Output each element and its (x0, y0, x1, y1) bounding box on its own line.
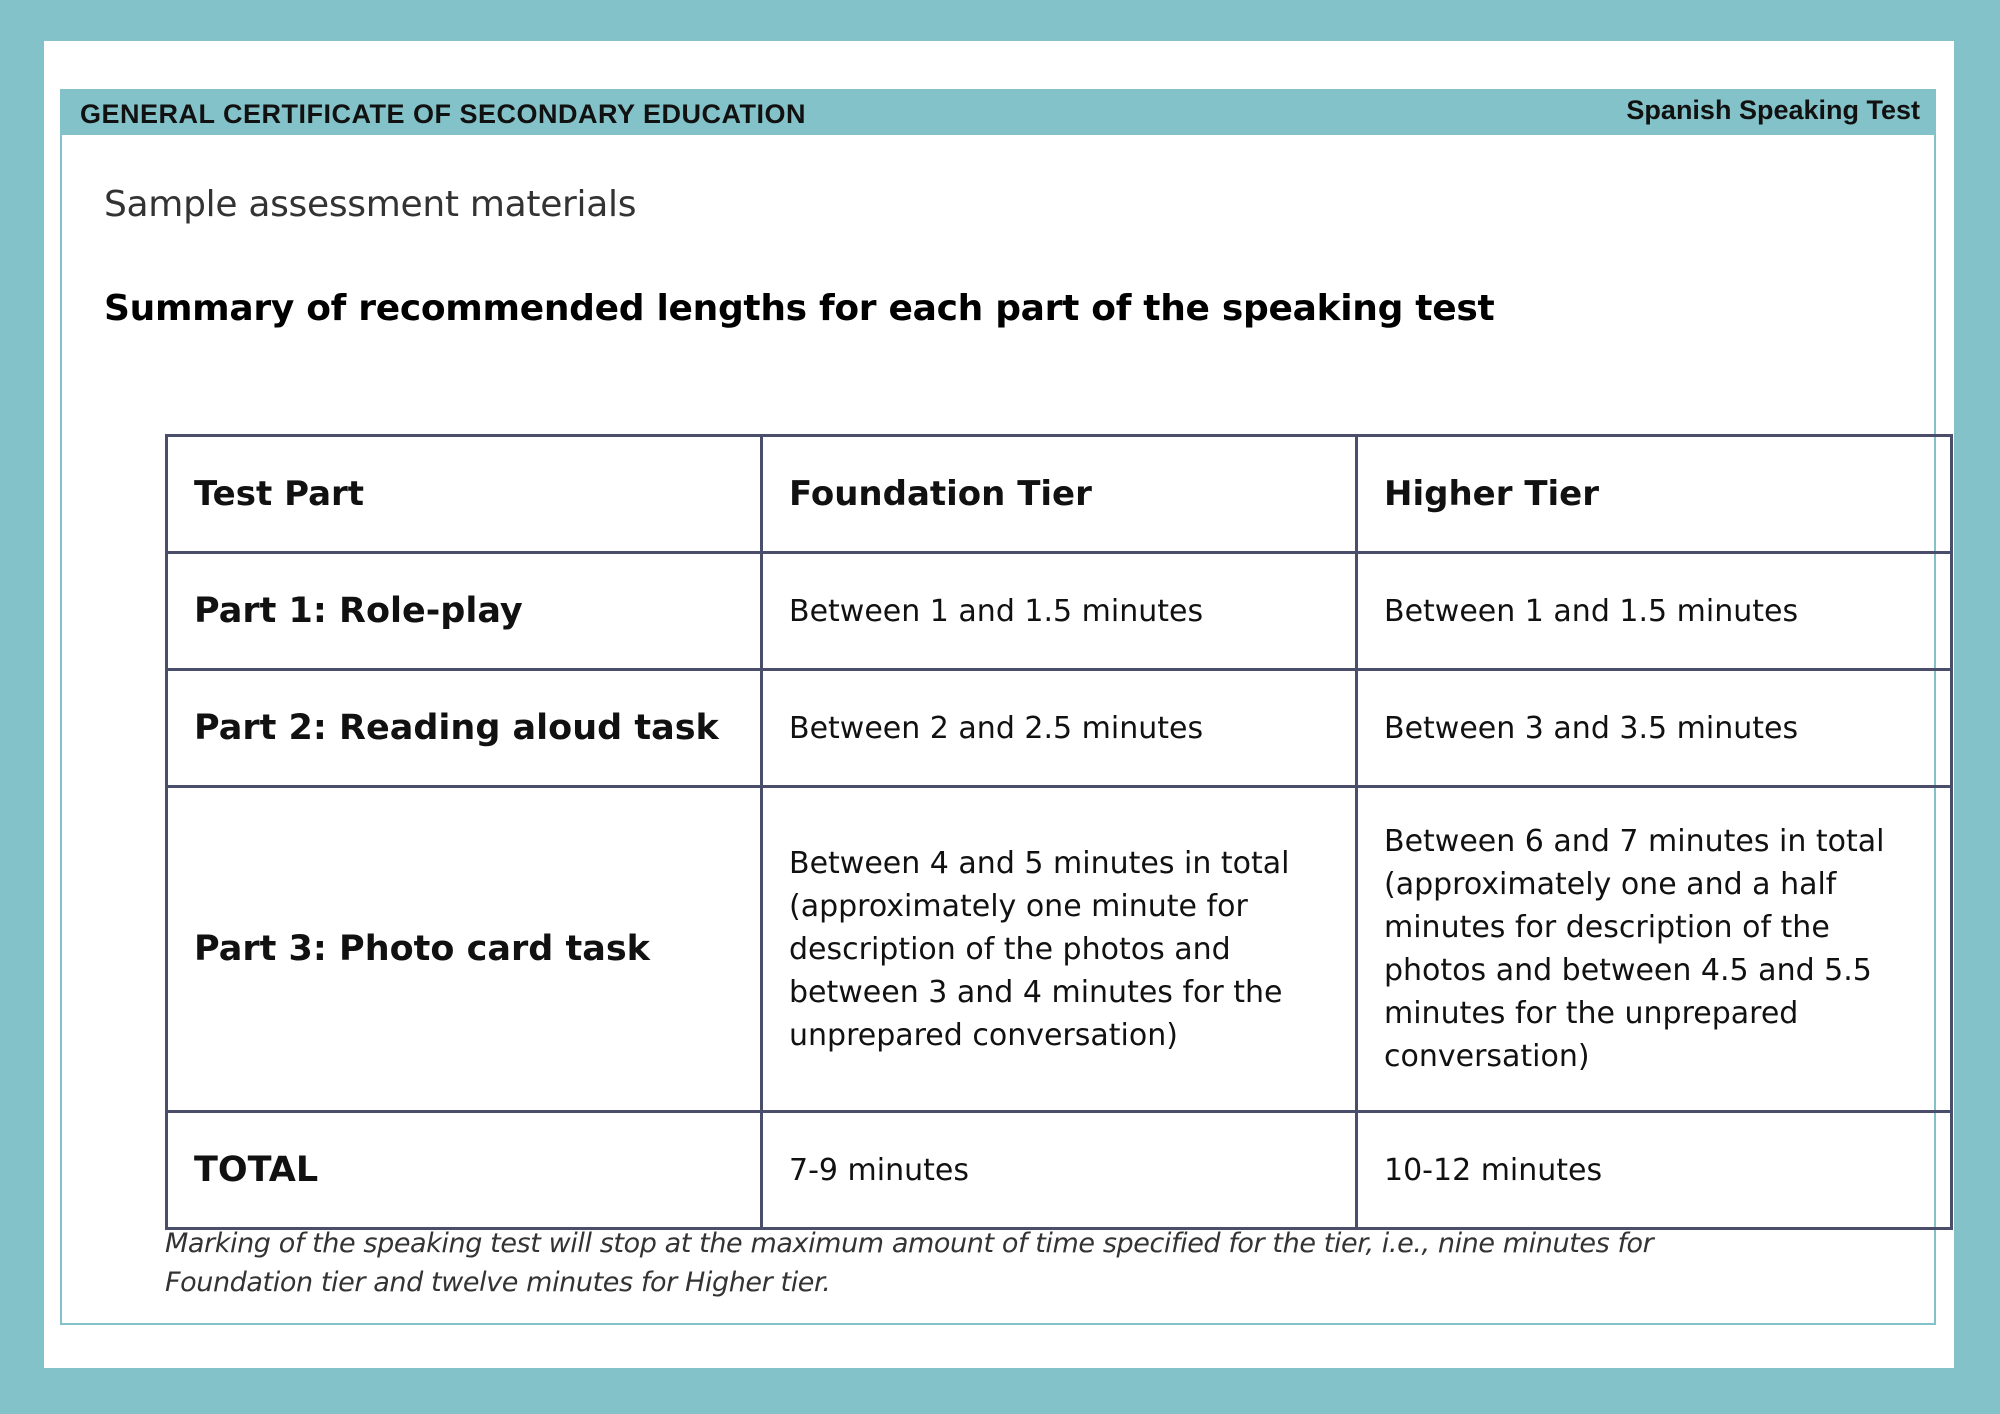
higher-cell: Between 6 and 7 minutes in total (approximately one and a half minutes for description of the photos and between 4.5 and 5.5 minutes for the unprepared conversation) (1357, 787, 1952, 1112)
summary-table (165, 434, 1953, 1230)
table-header-row (167, 436, 1952, 553)
qualification-title: GENERAL CERTIFICATE OF SECONDARY EDUCATION (80, 99, 807, 129)
table-row (167, 553, 1952, 670)
foundation-cell: Between 4 and 5 minutes in total (approximately one minute for description of the photos and between 3 and 4 minutes for the unprepared conversation) (762, 787, 1357, 1112)
row-label: TOTAL (167, 1112, 762, 1229)
footnote: Marking of the speaking test will stop at the maximum amount of time specified for the tier, i.e., nine minutes for Foundation tier and twelve minutes for Higher tier. (165, 1228, 1654, 1298)
higher-cell: Between 3 and 3.5 minutes (1357, 670, 1952, 787)
foundation-cell: Between 2 and 2.5 minutes (762, 670, 1357, 787)
column-header-foundation: Foundation Tier (762, 436, 1357, 553)
row-label: Part 3: Photo card task (167, 787, 762, 1112)
higher-cell: 10-12 minutes (1357, 1112, 1952, 1229)
column-header-test-part: Test Part (167, 436, 762, 553)
test-title: Spanish Speaking Test (1626, 95, 1920, 125)
foundation-cell: 7-9 minutes (762, 1112, 1357, 1229)
header-bar (62, 91, 1934, 135)
row-label: Part 1: Role-play (167, 553, 762, 670)
page-subtitle: Sample assessment materials (104, 184, 637, 225)
page-heading: Summary of recommended lengths for each part of the speaking test (104, 288, 1495, 329)
table-row (167, 670, 1952, 787)
higher-cell: Between 1 and 1.5 minutes (1357, 553, 1952, 670)
table-row (167, 787, 1952, 1112)
row-label: Part 2: Reading aloud task (167, 670, 762, 787)
foundation-cell: Between 1 and 1.5 minutes (762, 553, 1357, 670)
table-row-total (167, 1112, 1952, 1229)
column-header-higher: Higher Tier (1357, 436, 1952, 553)
